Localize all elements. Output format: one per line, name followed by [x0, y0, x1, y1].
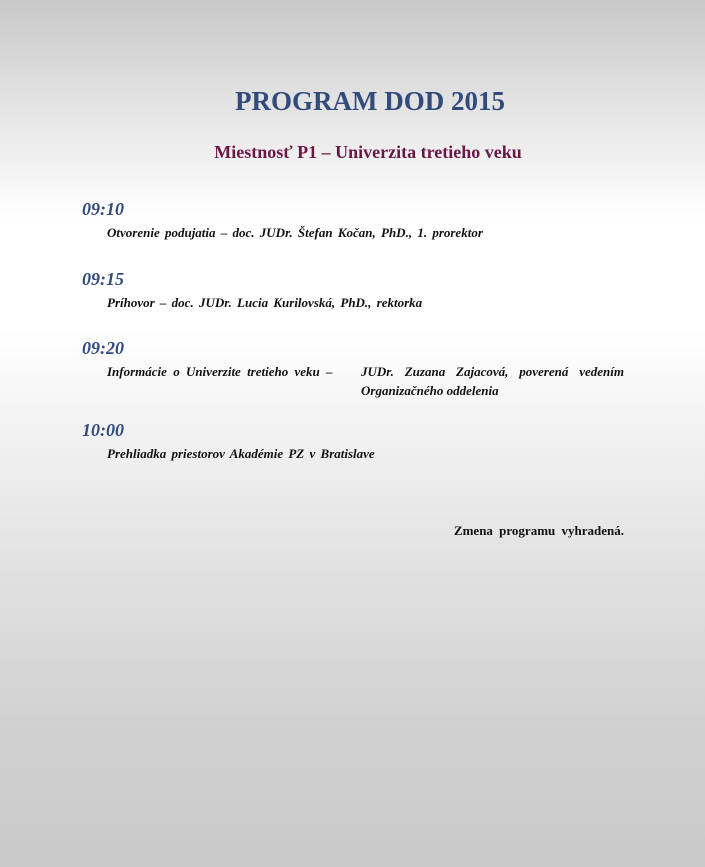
room-subtitle: Miestnosť P1 – Univerzita tretieho veku — [214, 142, 522, 162]
schedule-description: Prehliadka priestorov Akadémie PZ v Bratislave — [107, 446, 375, 461]
schedule-time: 09:20 — [82, 338, 124, 358]
program-change-note: Zmena programu vyhradená. — [453, 523, 624, 538]
schedule-time: 09:15 — [82, 269, 124, 289]
page-title: PROGRAM DOD 2015 — [235, 86, 505, 116]
schedule-description: Informácie o Univerzite tretieho veku – — [107, 364, 333, 379]
schedule-speaker: JUDr. Zuzana Zajacová, poverená vedením Organizačného oddelenia — [361, 364, 624, 398]
schedule-description: Otvorenie podujatia – doc. JUDr. Štefan Kočan, PhD., 1. prorektor — [107, 225, 483, 240]
schedule-description: Príhovor – doc. JUDr. Lucia Kurilovská, PhD., rektorka — [107, 295, 423, 310]
schedule-time: 10:00 — [82, 420, 124, 440]
schedule-time: 09:10 — [82, 199, 124, 219]
